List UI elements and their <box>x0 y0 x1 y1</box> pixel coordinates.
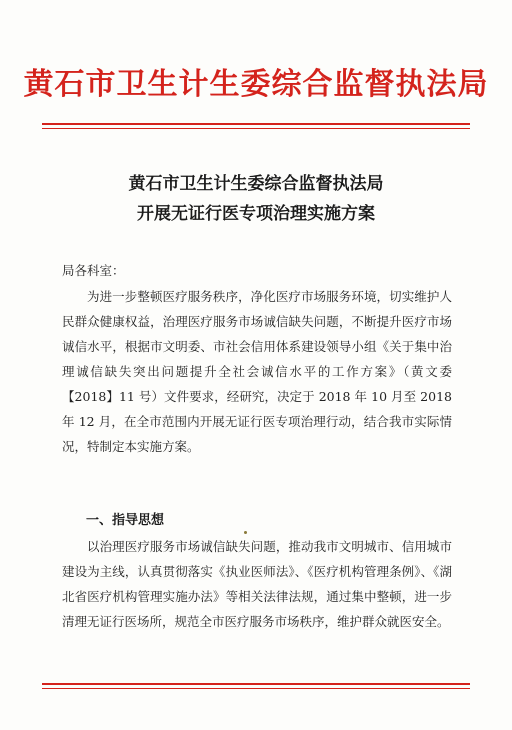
footer-rule-thick <box>42 683 470 685</box>
letterhead-rule-thin <box>42 128 470 129</box>
letterhead-title: 黄石市卫生计生委综合监督执法局 <box>23 67 489 102</box>
section-heading-guiding-ideology: 一、指导思想 <box>86 513 165 528</box>
document-title-line-2: 开展无证行医专项治理实施方案 <box>137 204 375 224</box>
intro-paragraph-block <box>62 284 452 459</box>
document-title-line-1: 黄石市卫生计生委综合监督执法局 <box>128 174 384 194</box>
salutation: 局各科室： <box>62 263 125 278</box>
section1-paragraph: 以治理医疗服务市场诚信缺失问题，推动我市文明城市、信用城市建设为主线，认真贯彻落实《执业医师法》、《医疗机构管理条例》、《湖北省医疗机构管理实施办法》等相关法律法规，通过集中整顿，进一步清理无证行医场所，规范全市医疗服务市场秩序，维护群众就医安全。 <box>62 539 452 629</box>
section1-paragraph-block <box>62 534 452 634</box>
footer-rule-thin <box>42 688 470 689</box>
intro-paragraph: 为进一步整顿医疗服务秩序，净化医疗市场服务环境，切实维护人民群众健康权益，治理医疗服务市场诚信缺失问题，不断提升医疗市场诚信水平，根据市文明委、市社会信用体系建设领导小组《关于集中治理诚信缺失突出问题提升全社会诚信水平的工作方案》（黄文委【2018】11 号）文件要求，经研究，决定于 2018 年 10 月至 2018 年 12 月，在全市范围内开展无证行医专项治理行动，结合我市实际情况，特制定本实施方案。 <box>62 289 452 454</box>
letterhead-rule-thick <box>42 123 470 125</box>
